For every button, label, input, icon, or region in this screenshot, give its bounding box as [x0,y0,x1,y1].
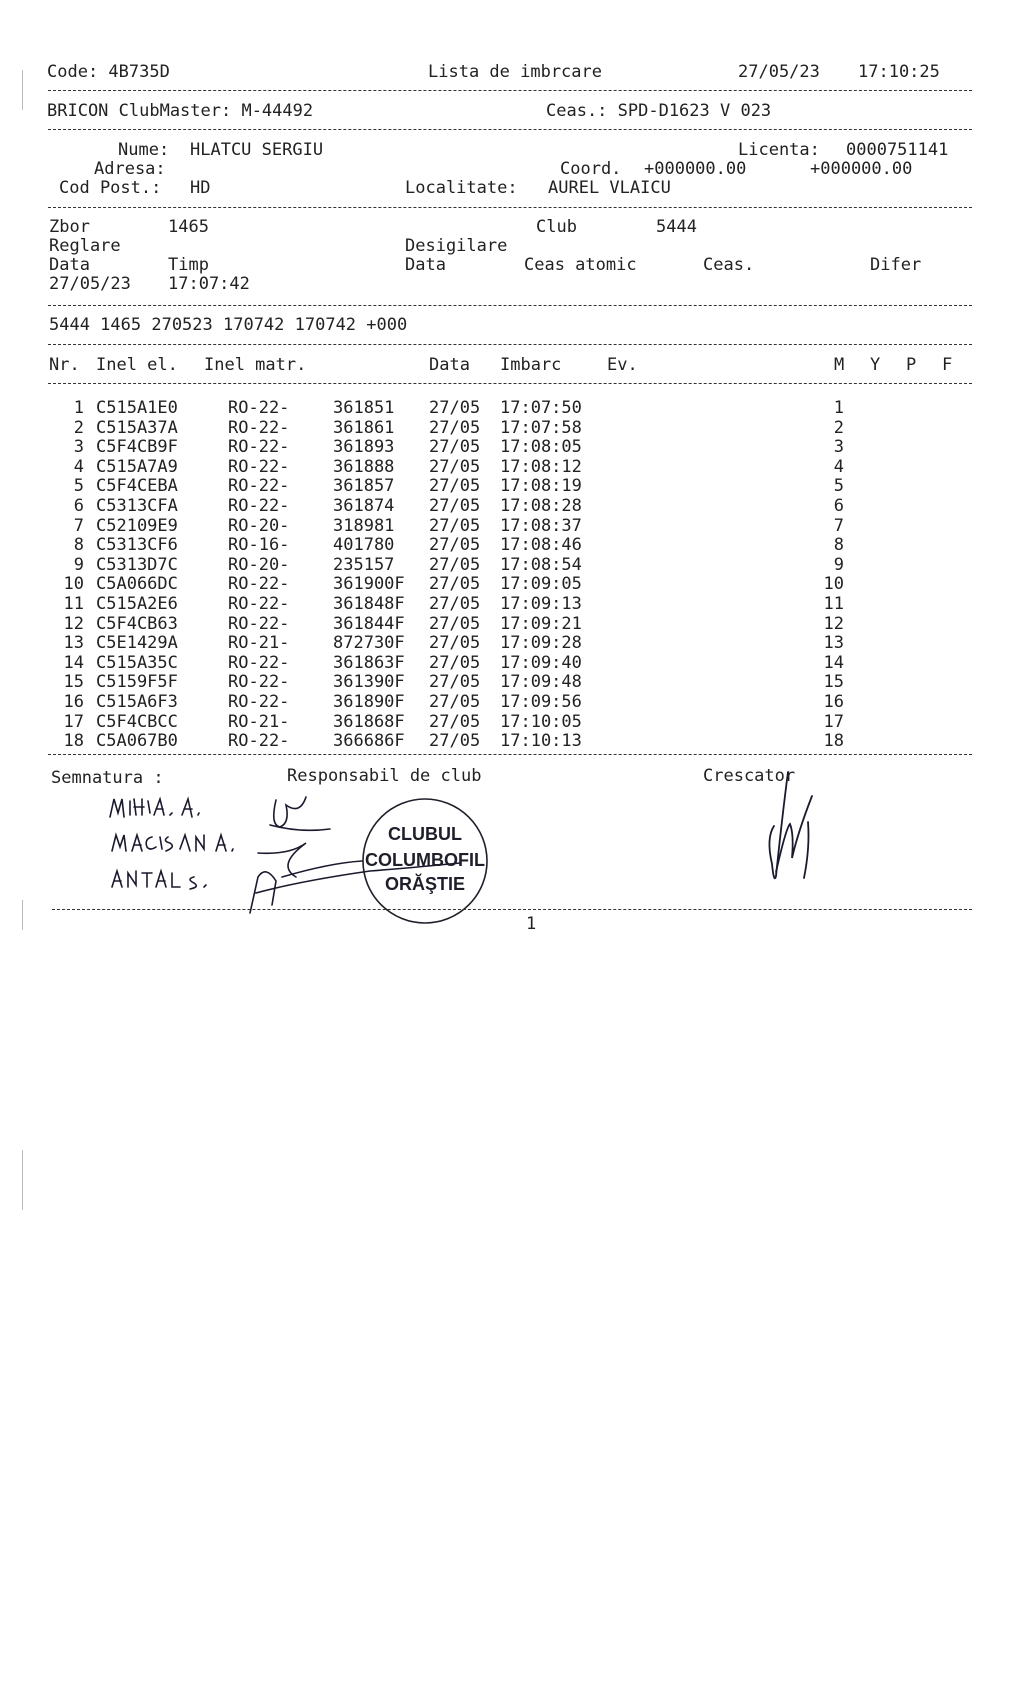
cell-m: 16 [823,692,844,712]
coord-x: +000000.00 [644,159,747,179]
cell-ring-prefix: RO-22- [228,398,290,418]
reg-date: 27/05/23 [49,274,131,294]
cell-chip: C515A2E6 [96,594,178,614]
club-label: Club [536,217,577,237]
cell-m: 4 [833,456,844,477]
cell-nr: 12 [63,613,84,634]
cell-m: 8 [833,535,844,556]
cell-time: 17:09:05 [500,574,582,595]
divider [48,305,972,306]
cell-m: 12 [823,613,844,634]
cell-ring: 318981 [333,515,395,536]
cell-ring-prefix: RO-22- [228,594,290,614]
scan-margin-mark [22,900,23,930]
cell-ring: 361861 [333,417,395,438]
cell-m: 14 [823,652,844,673]
license-number: 0000751141 [846,140,949,160]
cell-ring-prefix: RO-22- [228,731,290,752]
cell-ring-prefix: RO-22- [228,672,290,693]
cell-nr: 5 [73,476,84,497]
cell-ring: 361888 [333,456,395,477]
stamp-line-2: COLUMBOFIL [365,850,485,870]
cell-time: 17:09:56 [500,692,582,712]
cell-date: 27/05 [429,535,481,556]
cell-nr: 9 [73,554,84,575]
cell-date: 27/05 [429,731,481,752]
divider [48,383,972,384]
cell-nr: 18 [63,731,84,752]
cell-date: 27/05 [429,672,481,693]
cell-m: 1 [833,398,844,418]
cell-ring: 361893 [333,437,395,458]
club-number: 5444 [656,217,697,237]
unseal-data-label: Data [405,255,446,275]
cell-time: 17:08:05 [500,437,582,458]
postcode-label: Cod Post.: [59,178,162,198]
cell-time: 17:09:48 [500,672,582,693]
cell-time: 17:10:13 [500,731,582,752]
cell-chip: C5A066DC [96,574,178,595]
scan-margin-mark [22,70,23,110]
cell-ring-prefix: RO-16- [228,535,290,556]
cell-ring-prefix: RO-22- [228,476,290,497]
cell-ring-prefix: RO-20- [228,515,290,536]
cell-m: 10 [823,574,844,595]
desigilare-label: Desigilare [405,236,508,256]
cell-ring: 366686F [333,731,405,752]
cell-chip: C515A35C [96,652,178,673]
divider [48,344,972,345]
cell-m: 2 [833,417,844,438]
cell-nr: 14 [63,652,84,673]
cell-date: 27/05 [429,437,481,458]
cell-chip: C5F4CEBA [96,476,178,497]
cell-chip: C5F4CB9F [96,437,178,458]
cell-date: 27/05 [429,496,481,516]
cell-m: 5 [833,476,844,497]
cell-m: 6 [833,496,844,516]
cell-ring: 361900F [333,574,405,595]
document-title: Lista de imbrcare [428,62,602,82]
coord-label: Coord. [560,159,622,179]
reglare-label: Reglare [49,236,121,256]
cell-chip: C515A37A [96,417,178,438]
cell-date: 27/05 [429,554,481,575]
cell-chip: C515A7A9 [96,456,178,477]
cell-m: 15 [823,672,844,693]
cell-ring-prefix: RO-22- [228,456,290,477]
fancier-name: HLATCU SERGIU [190,140,324,160]
col-header-y: Y [870,355,881,375]
zbor-label: Zbor [49,217,90,237]
cell-ring-prefix: RO-22- [228,437,290,458]
cell-ring-prefix: RO-22- [228,496,290,516]
cell-time: 17:07:50 [500,398,582,418]
cell-ring-prefix: RO-20- [228,554,290,575]
cell-ring: 361863F [333,652,405,673]
cell-date: 27/05 [429,515,481,536]
reg-timp-label: Timp [168,255,209,275]
stamp-line-1: CLUBUL [388,824,462,844]
divider [48,90,972,91]
col-header-p: P [906,355,917,375]
col-header-data: Data [429,355,470,375]
document-code: Code: 4B735D [47,62,170,82]
cell-nr: 6 [73,496,84,516]
cell-ring: 401780 [333,535,395,556]
cell-ring: 361390F [333,672,405,693]
cell-nr: 17 [63,711,84,732]
cell-ring: 361851 [333,398,395,418]
atomic-clock-label: Ceas atomic [524,255,637,275]
print-date: 27/05/23 [738,62,820,82]
breeder-signature [752,768,832,888]
col-header-nr: Nr. [49,355,80,375]
cell-nr: 15 [63,672,84,693]
col-header-m: M [834,355,845,375]
reg-time: 17:07:42 [168,274,250,294]
postcode: HD [190,178,211,198]
cell-m: 3 [833,437,844,458]
device-system: BRICON ClubMaster: M-44492 [47,101,314,121]
cell-date: 27/05 [429,633,481,654]
col-header-f: F [942,355,953,375]
cell-time: 17:08:28 [500,496,582,516]
cell-ring-prefix: RO-21- [228,711,290,732]
cell-ring: 361890F [333,692,405,712]
cell-ring: 361857 [333,476,395,497]
cell-chip: C5E1429A [96,633,178,654]
cell-nr: 1 [73,398,84,418]
cell-ring: 361848F [333,594,405,614]
cell-chip: C5313D7C [96,554,178,575]
divider [48,207,972,208]
cell-chip: C5159F5F [96,672,178,693]
cell-chip: C5F4CB63 [96,613,178,634]
device-clock: Ceas.: SPD-D1623 V 023 [546,101,772,121]
cell-time: 17:09:13 [500,594,582,614]
cell-nr: 3 [73,437,84,458]
cell-date: 27/05 [429,574,481,595]
cell-date: 27/05 [429,476,481,497]
cell-ring-prefix: RO-22- [228,574,290,595]
license-label: Licenta: [738,140,820,160]
cell-ring-prefix: RO-22- [228,692,290,712]
cell-ring: 361868F [333,711,405,732]
cell-chip: C515A1E0 [96,398,178,418]
stamp-line-3: ORĂŞTIE [384,874,466,894]
cell-date: 27/05 [429,613,481,634]
cell-ring: 361844F [333,613,405,634]
col-header-ev: Ev. [607,355,638,375]
difference-label: Difer [870,255,922,275]
col-header-inel-matr: Inel matr. [204,355,307,375]
flight-summary: 5444 1465 270523 170742 170742 +000 [49,315,408,335]
club-stamp [350,786,500,936]
cell-time: 17:08:46 [500,535,582,556]
divider [48,754,972,755]
signature-label: Semnatura : [51,768,164,788]
cell-nr: 13 [63,633,84,654]
cell-time: 17:08:37 [500,515,582,536]
name-label: Nume: [118,140,170,160]
cell-ring: 361874 [333,496,395,516]
cell-date: 27/05 [429,711,481,732]
cell-nr: 10 [63,574,84,595]
cell-m: 13 [823,633,844,654]
cell-ring-prefix: RO-21- [228,633,290,654]
print-time: 17:10:25 [858,62,940,82]
cell-m: 17 [823,711,844,732]
col-header-inel-el: Inel el. [96,355,178,375]
cell-date: 27/05 [429,692,481,712]
locality: AUREL VLAICU [548,178,671,198]
cell-ring: 235157 [333,554,395,575]
cell-time: 17:09:28 [500,633,582,654]
cell-chip: C5313CF6 [96,535,178,556]
cell-date: 27/05 [429,456,481,477]
divider [52,909,972,910]
cell-nr: 8 [73,535,84,556]
club-responsible-label: Responsabil de club [287,766,482,786]
cell-time: 17:10:05 [500,711,582,732]
locality-label: Localitate: [405,178,518,198]
scan-margin-mark [22,1150,23,1210]
cell-nr: 4 [73,456,84,477]
cell-ring-prefix: RO-22- [228,652,290,673]
cell-time: 17:08:54 [500,554,582,575]
cell-time: 17:09:21 [500,613,582,634]
cell-m: 7 [833,515,844,536]
cell-ring: 872730F [333,633,405,654]
cell-chip: C5F4CBCC [96,711,178,732]
cell-date: 27/05 [429,417,481,438]
address-label: Adresa: [94,159,166,179]
cell-time: 17:07:58 [500,417,582,438]
cell-ring-prefix: RO-22- [228,613,290,634]
col-header-imbarc: Imbarc [500,355,562,375]
cell-nr: 2 [73,417,84,438]
reg-data-label: Data [49,255,90,275]
cell-ring-prefix: RO-22- [228,417,290,438]
breeder-label: Crescator [703,766,796,786]
cell-chip: C5313CFA [96,496,178,516]
cell-time: 17:08:12 [500,456,582,477]
cell-m: 18 [823,731,844,752]
cell-time: 17:08:19 [500,476,582,497]
cell-nr: 7 [73,515,84,536]
cell-date: 27/05 [429,594,481,614]
page-number: 1 [526,914,537,934]
divider [48,129,972,130]
cell-date: 27/05 [429,652,481,673]
cell-nr: 11 [63,594,84,614]
clock-label: Ceas. [703,255,755,275]
cell-chip: C52109E9 [96,515,178,536]
cell-m: 9 [833,554,844,575]
zbor-number: 1465 [168,217,209,237]
cell-time: 17:09:40 [500,652,582,673]
coord-y: +000000.00 [810,159,913,179]
cell-nr: 16 [63,692,84,712]
cell-chip: C5A067B0 [96,731,178,752]
cell-m: 11 [823,594,844,614]
cell-date: 27/05 [429,398,481,418]
cell-chip: C515A6F3 [96,692,178,712]
